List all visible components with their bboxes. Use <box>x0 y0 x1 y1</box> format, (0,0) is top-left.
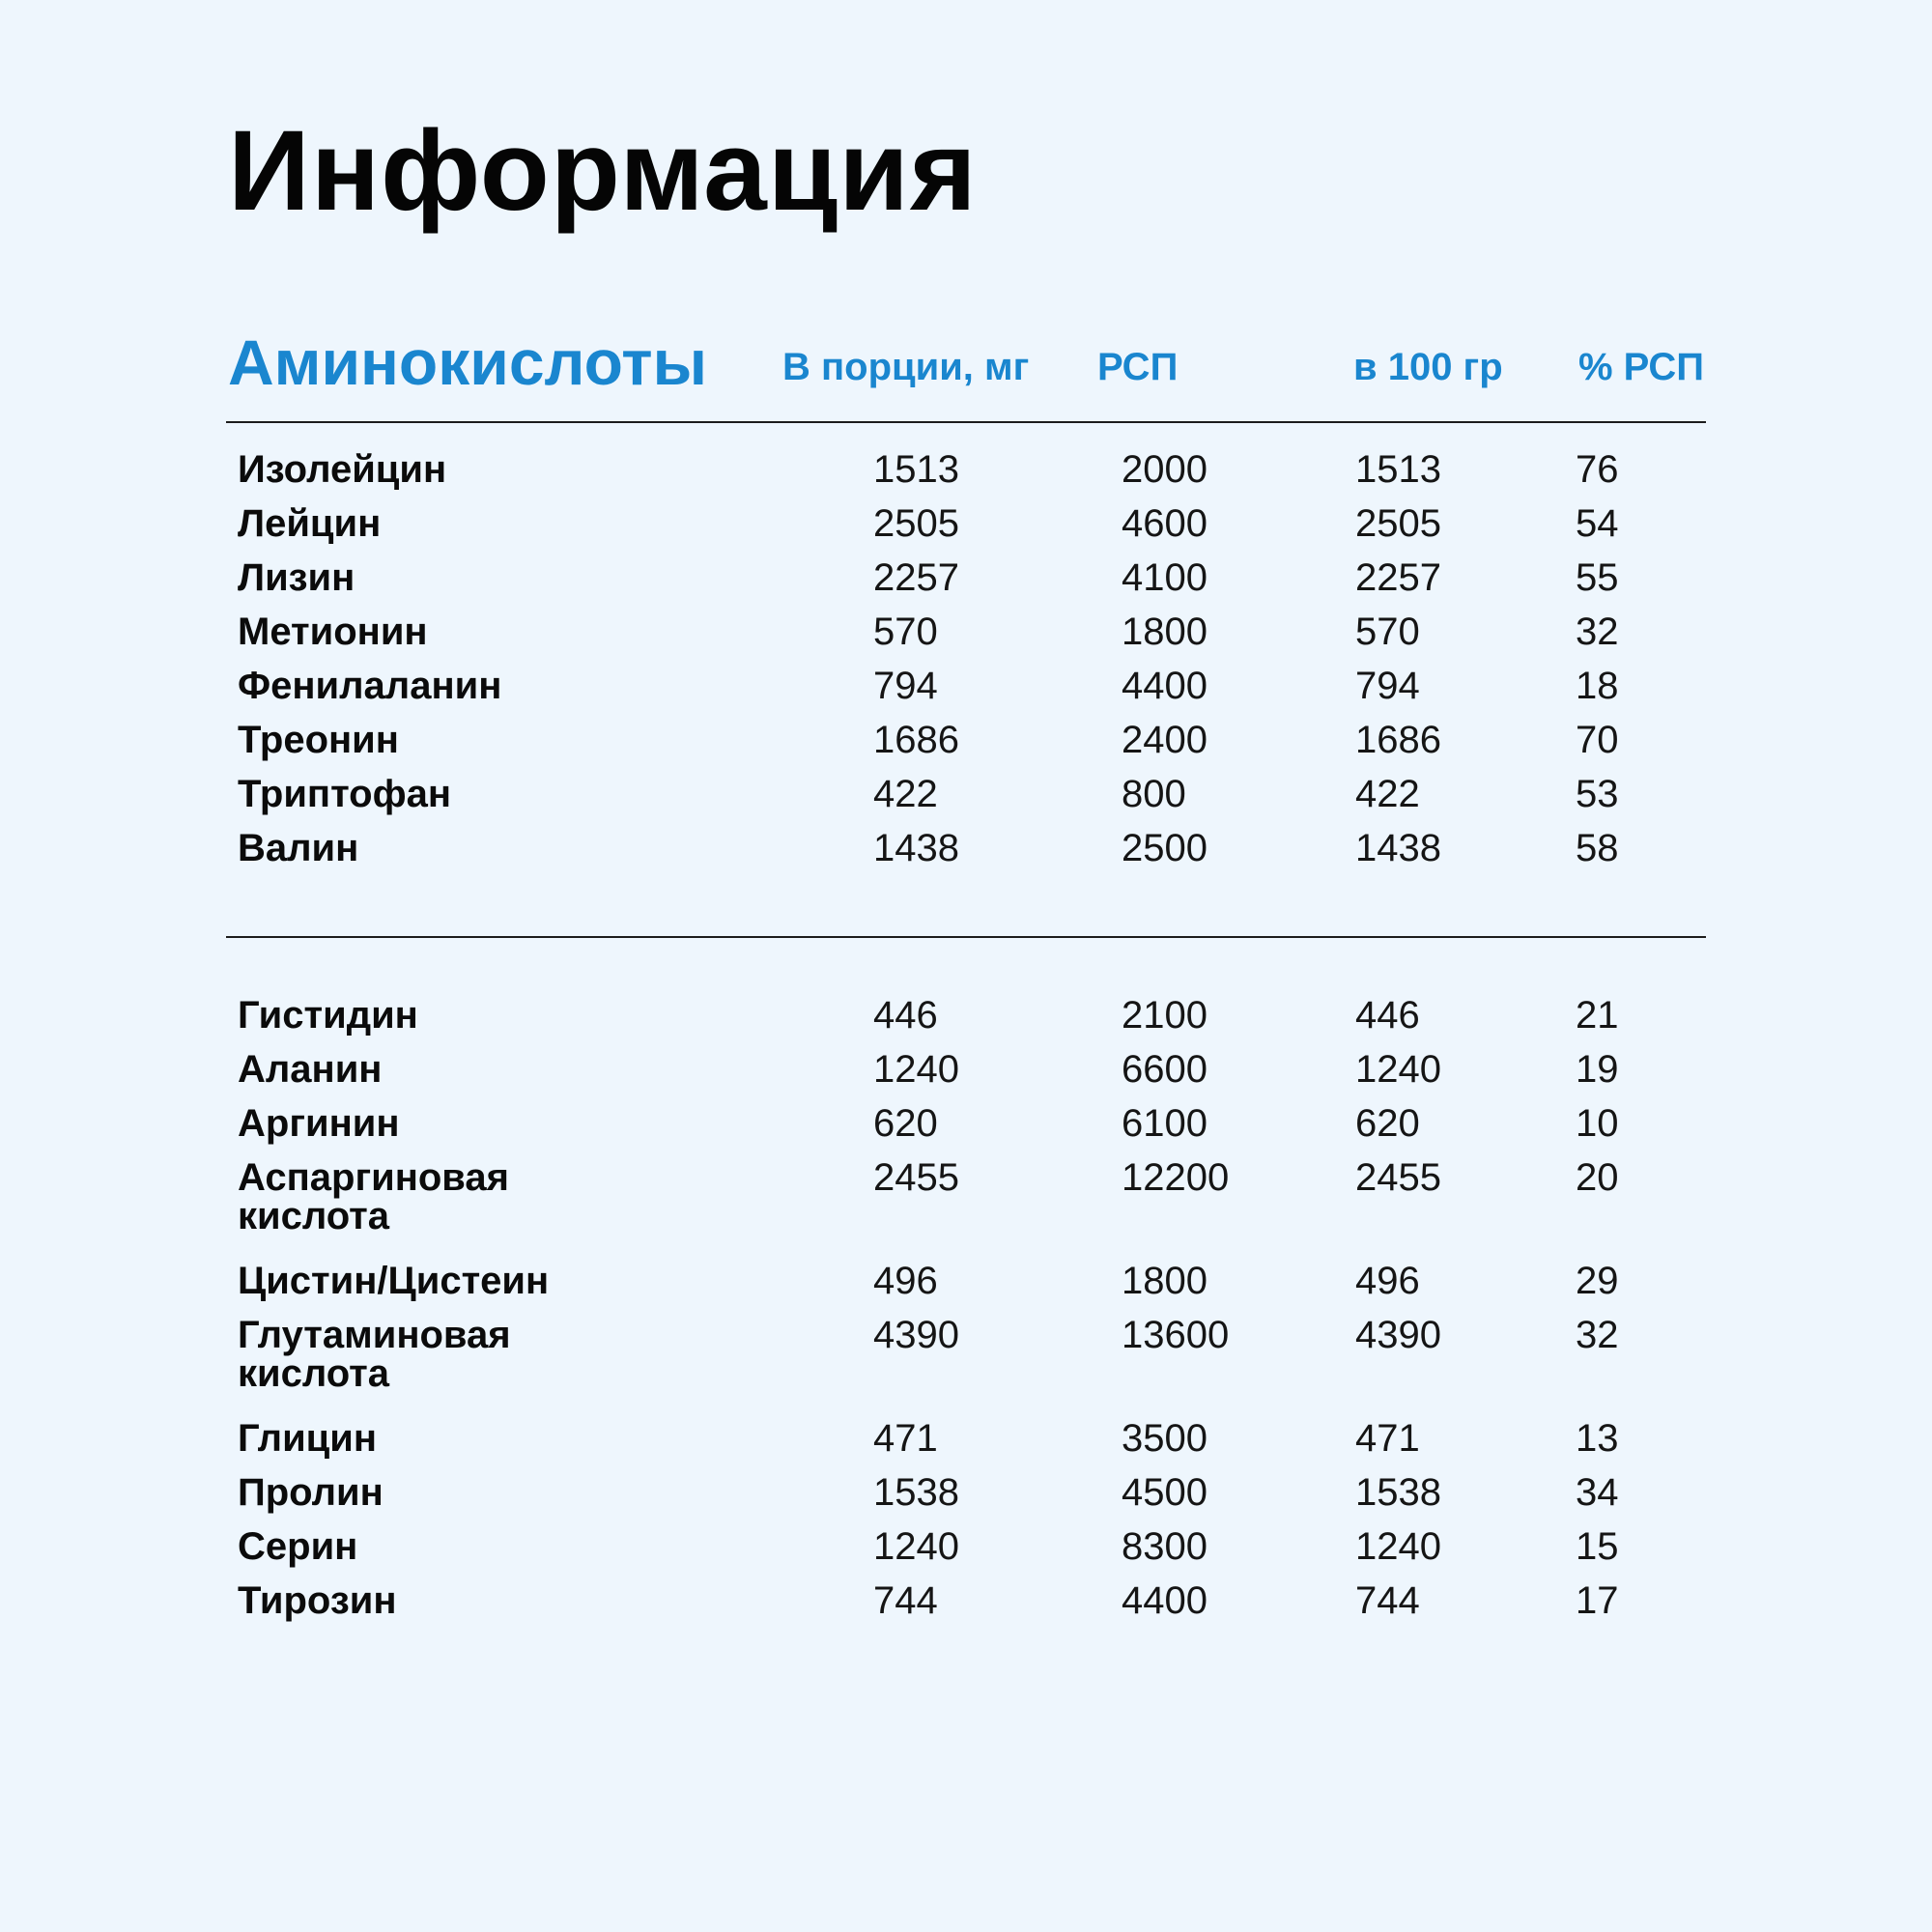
amino-acid-name: Лейцин <box>238 502 382 545</box>
serving-value: 620 <box>873 1102 938 1145</box>
header-per-100g: в 100 гр <box>1353 346 1503 388</box>
rsp-value: 4400 <box>1122 665 1208 707</box>
rsp-value: 3500 <box>1122 1417 1208 1460</box>
serving-value: 496 <box>873 1260 938 1302</box>
serving-value: 1438 <box>873 827 959 869</box>
group-divider <box>226 936 1706 938</box>
rsp-value: 4600 <box>1122 502 1208 545</box>
per-100g-value: 570 <box>1355 611 1420 653</box>
per-100g-value: 744 <box>1355 1579 1420 1622</box>
rsp-percent-value: 58 <box>1576 827 1619 869</box>
per-100g-value: 1686 <box>1355 719 1441 761</box>
table-row <box>238 1419 1706 1473</box>
rsp-percent-value: 19 <box>1576 1048 1619 1091</box>
table-row <box>238 721 1706 775</box>
rsp-percent-value: 15 <box>1576 1525 1619 1568</box>
amino-acid-name: Тирозин <box>238 1579 397 1622</box>
amino-acid-name: Аспаргиновая кислота <box>238 1156 509 1237</box>
table-row <box>238 1158 1706 1262</box>
rsp-value: 2000 <box>1122 448 1208 491</box>
rsp-percent-value: 53 <box>1576 773 1619 815</box>
per-100g-value: 1240 <box>1355 1048 1441 1091</box>
header-amino-acids: Аминокислоты <box>228 327 707 398</box>
rsp-value: 800 <box>1122 773 1186 815</box>
rsp-value: 4400 <box>1122 1579 1208 1622</box>
serving-value: 570 <box>873 611 938 653</box>
rsp-value: 6600 <box>1122 1048 1208 1091</box>
amino-acid-name: Валин <box>238 827 359 869</box>
amino-acid-name: Цистин/Цистеин <box>238 1260 550 1302</box>
per-100g-value: 496 <box>1355 1260 1420 1302</box>
serving-value: 1240 <box>873 1525 959 1568</box>
header-serving: В порции, мг <box>782 346 1030 388</box>
rsp-percent-value: 20 <box>1576 1156 1619 1199</box>
table-row <box>238 504 1706 558</box>
header-divider <box>226 421 1706 423</box>
per-100g-value: 1240 <box>1355 1525 1441 1568</box>
rsp-percent-value: 32 <box>1576 1314 1619 1356</box>
rsp-value: 2500 <box>1122 827 1208 869</box>
amino-acid-name: Метионин <box>238 611 428 653</box>
amino-acid-name: Глицин <box>238 1417 378 1460</box>
amino-acid-name: Фенилаланин <box>238 665 502 707</box>
rsp-value: 2100 <box>1122 994 1208 1037</box>
nonessential-amino-acids-group <box>238 996 1706 1635</box>
rsp-percent-value: 17 <box>1576 1579 1619 1622</box>
serving-value: 2257 <box>873 556 959 599</box>
amino-acid-name: Глутаминовая кислота <box>238 1314 511 1395</box>
per-100g-value: 471 <box>1355 1417 1420 1460</box>
table-row <box>238 996 1706 1050</box>
rsp-percent-value: 32 <box>1576 611 1619 653</box>
table-row <box>238 1104 1706 1158</box>
per-100g-value: 2505 <box>1355 502 1441 545</box>
amino-acid-name: Треонин <box>238 719 399 761</box>
rsp-value: 4500 <box>1122 1471 1208 1514</box>
table-row <box>238 612 1706 667</box>
rsp-value: 1800 <box>1122 611 1208 653</box>
per-100g-value: 1538 <box>1355 1471 1441 1514</box>
serving-value: 1538 <box>873 1471 959 1514</box>
table-header <box>228 319 1706 396</box>
amino-acid-name: Серин <box>238 1525 358 1568</box>
rsp-percent-value: 70 <box>1576 719 1619 761</box>
header-rsp: РСП <box>1097 346 1179 388</box>
rsp-percent-value: 21 <box>1576 994 1619 1037</box>
rsp-percent-value: 76 <box>1576 448 1619 491</box>
rsp-value: 6100 <box>1122 1102 1208 1145</box>
serving-value: 1240 <box>873 1048 959 1091</box>
per-100g-value: 4390 <box>1355 1314 1441 1356</box>
amino-acid-name: Лизин <box>238 556 355 599</box>
per-100g-value: 1513 <box>1355 448 1441 491</box>
serving-value: 744 <box>873 1579 938 1622</box>
essential-amino-acids-group <box>238 450 1706 883</box>
table-row <box>238 450 1706 504</box>
table-row <box>238 829 1706 883</box>
table-row <box>238 1473 1706 1527</box>
rsp-percent-value: 54 <box>1576 502 1619 545</box>
table-row <box>238 1527 1706 1581</box>
amino-acid-name: Гистидин <box>238 994 418 1037</box>
rsp-value: 13600 <box>1122 1314 1230 1356</box>
header-rsp-percent: % РСП <box>1578 346 1704 388</box>
table-row <box>238 1316 1706 1419</box>
per-100g-value: 2455 <box>1355 1156 1441 1199</box>
rsp-value: 8300 <box>1122 1525 1208 1568</box>
rsp-value: 4100 <box>1122 556 1208 599</box>
amino-acid-name: Пролин <box>238 1471 384 1514</box>
table-row <box>238 558 1706 612</box>
amino-acid-name: Триптофан <box>238 773 451 815</box>
table-row <box>238 1581 1706 1635</box>
rsp-percent-value: 10 <box>1576 1102 1619 1145</box>
serving-value: 794 <box>873 665 938 707</box>
per-100g-value: 2257 <box>1355 556 1441 599</box>
per-100g-value: 422 <box>1355 773 1420 815</box>
table-row <box>238 1050 1706 1104</box>
rsp-percent-value: 18 <box>1576 665 1619 707</box>
table-row <box>238 1262 1706 1316</box>
serving-value: 1513 <box>873 448 959 491</box>
per-100g-value: 446 <box>1355 994 1420 1037</box>
serving-value: 1686 <box>873 719 959 761</box>
serving-value: 2455 <box>873 1156 959 1199</box>
rsp-value: 1800 <box>1122 1260 1208 1302</box>
rsp-value: 2400 <box>1122 719 1208 761</box>
per-100g-value: 620 <box>1355 1102 1420 1145</box>
rsp-percent-value: 29 <box>1576 1260 1619 1302</box>
rsp-percent-value: 34 <box>1576 1471 1619 1514</box>
amino-acid-name: Изолейцин <box>238 448 447 491</box>
table-row <box>238 667 1706 721</box>
page-title: Информация <box>228 107 978 235</box>
rsp-percent-value: 55 <box>1576 556 1619 599</box>
serving-value: 2505 <box>873 502 959 545</box>
per-100g-value: 794 <box>1355 665 1420 707</box>
per-100g-value: 1438 <box>1355 827 1441 869</box>
amino-acid-name: Аланин <box>238 1048 383 1091</box>
serving-value: 4390 <box>873 1314 959 1356</box>
table-row <box>238 775 1706 829</box>
serving-value: 422 <box>873 773 938 815</box>
serving-value: 471 <box>873 1417 938 1460</box>
amino-acid-name: Аргинин <box>238 1102 400 1145</box>
serving-value: 446 <box>873 994 938 1037</box>
rsp-percent-value: 13 <box>1576 1417 1619 1460</box>
rsp-value: 12200 <box>1122 1156 1230 1199</box>
